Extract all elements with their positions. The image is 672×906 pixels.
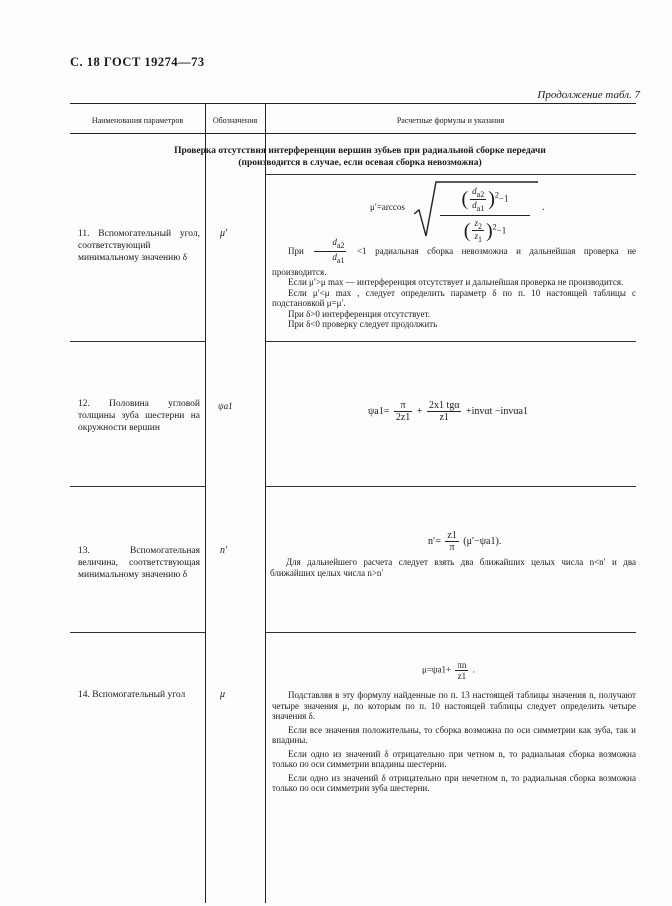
row-14-lhs: μ=ψa1+ [422,664,452,675]
row-14-text [272,690,636,794]
header-bottom-rule [70,133,636,134]
den-b-sub: 1 [477,235,482,245]
row-12-n2: 2x1 tgα [428,400,460,411]
row-12-formula [368,400,528,423]
row-11-divider-right [266,341,636,342]
row-11-big-fraction: ( $\frac{d_{a2}}{d_{a1}}$ )$^2$−1 ( $\frac{z_2}{z_1}$ )$^2$−1 [440,186,530,244]
minus-one-bottom: −1 [496,224,507,235]
page-header: С. 18 ГОСТ 19274—73 [70,55,205,69]
row-12-plus: + [416,405,423,417]
row-11-inline-fraction [314,237,346,267]
num-a-sub: a2 [476,189,485,199]
column-header-name: Наименования параметров [91,116,184,125]
row-12-n1: π [394,400,412,412]
column-divider-1 [205,103,206,903]
den-a-sub: a1 [476,203,485,213]
table-top-rule [70,103,636,104]
row-14-p1: Подставляя в эту формулу найденные по п. 13 настоящей таблицы значения n, получают четыре значения μ, по которым по п. 10 настоящей таблицы следует определить четыре значения δ. [272,690,636,721]
row-14-p2: Если все значения положительны, то сборка возможна по оси симметрии как зуба, так и впадины. [272,724,636,745]
num-a: d [472,186,477,196]
num-b-sub: 2 [477,221,482,231]
row-14-formula [422,660,475,681]
row-12-divider-left [70,486,205,487]
row-14-frac [455,660,468,681]
row-14-d: z1 [457,671,467,681]
row-13-rest: (μ′−ψa1). [463,535,502,547]
row-13-frac [445,530,458,553]
row-13-symbol: n′ [220,545,228,556]
minus-one-top: −1 [498,193,509,204]
row-12-frac-1 [394,400,412,423]
row-12-d1: 2z1 [395,412,411,423]
row-13-d: π [449,542,455,553]
num-b: z [474,217,478,228]
row-14-n: πn [457,660,467,670]
row-13-n: z1 [447,530,457,541]
row-11-formula-dot: . [542,202,545,213]
section-title-line-2: (производится в случае, если осевая сборка невозможна) [238,158,482,168]
row-11-divider-left [70,341,205,342]
column-divider-2 [265,103,266,903]
row-14-p4: Если одно из значений δ отрицательно при нечетном n, то радиальная сборка возможна только по оси симметрии зуба шестерни. [272,772,636,793]
row-14-symbol: μ [220,689,226,700]
column-header-formula: Расчетные формулы и указания [396,116,505,125]
row-14-p3: Если одно из значений δ отрицательно при четном n, то радиальная сборка возможна только по оси симметрии впадины шестерни. [272,748,636,769]
inline-num-a-sub: a2 [336,240,345,250]
row-11-p4: При δ>0 интерференция отсутствует. [288,308,430,319]
column-header-symbol: Обозначения [212,116,258,125]
row-14-rest: . [472,664,475,675]
section-title-line-1: Проверка отсутствия интерференции вершин зубьев при радиальной сборке передачи [174,146,546,156]
inline-num-a: d [332,237,337,247]
row-11-symbol: μ′ [220,228,228,239]
row-13-lhs: n′= [428,535,441,547]
row-11-formula [370,180,610,245]
section-title-rule [266,174,636,175]
row-11-p2: Если μ′>μ max — интерференция отсутствует и дальнейшая проверка не производится. [288,277,624,288]
section-title [110,145,610,169]
row-11-p1-pre: При [288,245,304,256]
continuation-note: Продолжение табл. 7 [537,89,640,101]
row-11-text [272,237,636,330]
row-12-divider-right [266,486,636,487]
row-13-name: 13. Вспомогательная величина, соответствующая минимальному значению δ [78,546,200,580]
row-12-d2: z1 [439,412,449,423]
row-13-text: Для дальнейшего расчета следует взять два ближайших целых числа n<n′ и два ближайших целых числа n>n′ [270,557,636,578]
row-12-symbol: ψa1 [218,401,233,411]
row-11-p1-post: <1 радиальная сборка невозможна и дальнейшая проверка не производится. [272,245,637,277]
row-13-divider-right [266,632,636,633]
inline-den-a: d [332,252,337,263]
row-11-p3: Если μ′<μ max , следует определить параметр δ по п. 10 настоящей таблицы с подстановкой μ=μ′. [272,287,636,309]
row-11-p5: При δ<0 проверку следует продолжить [288,319,438,330]
row-13-formula [428,530,501,553]
row-14-name: 14. Вспомогательный угол [78,690,186,700]
inline-den-a-sub: a1 [336,256,345,266]
row-12-frac-2 [427,400,462,423]
row-12-lhs: ψa1= [368,405,390,417]
row-13-divider-left [70,632,205,633]
row-11-formula-lhs: μ′=arccos [370,202,405,212]
den-a: d [472,199,477,210]
row-12-rest: +invαt −invαa1 [465,405,528,417]
den-b: z [474,231,478,242]
row-12-name: 12. Половина угловой толщины зуба шестерни на окружности вершин [78,399,200,433]
row-11-name: 11. Вспомогательный угол, соответствующий минимальному значению δ [78,229,200,263]
